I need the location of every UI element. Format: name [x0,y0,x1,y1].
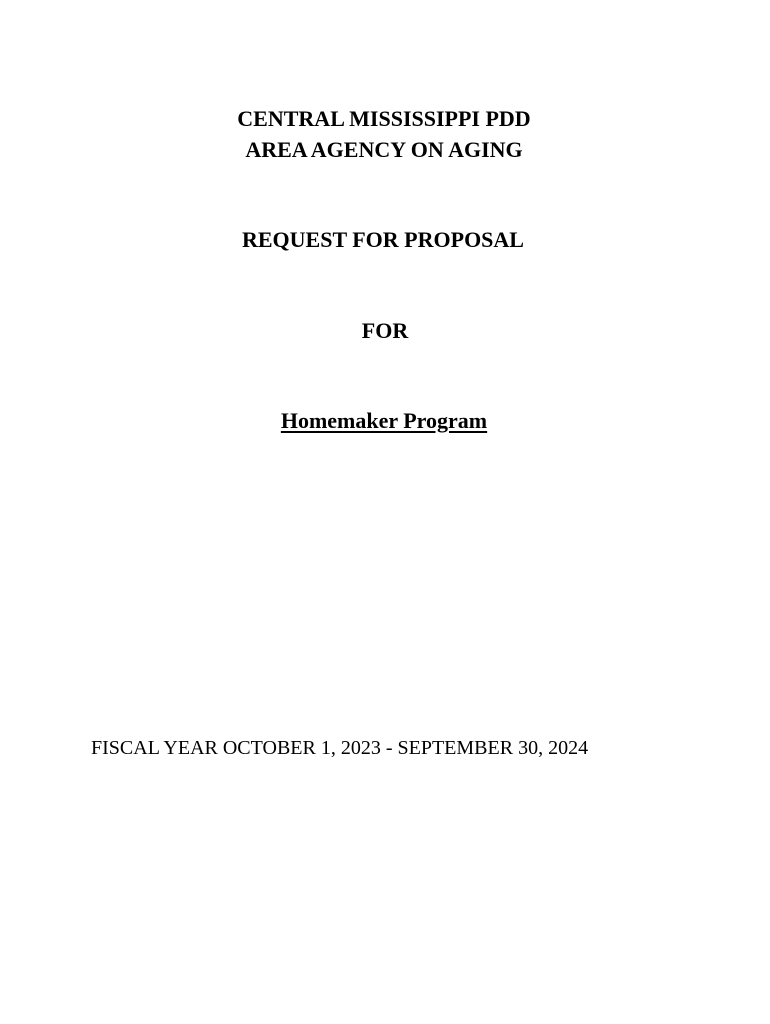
agency-name: AREA AGENCY ON AGING [245,137,523,162]
connector-text: FOR [361,318,409,343]
fiscal-year-line: FISCAL YEAR OCTOBER 1, 2023 - SEPTEMBER 30, 2024 [91,737,589,759]
program-heading [0,408,769,434]
organization-name: CENTRAL MISSISSIPPI PDD [237,106,531,131]
program-name: Homemaker Program [280,408,488,433]
document-title: REQUEST FOR PROPOSAL [242,227,524,252]
